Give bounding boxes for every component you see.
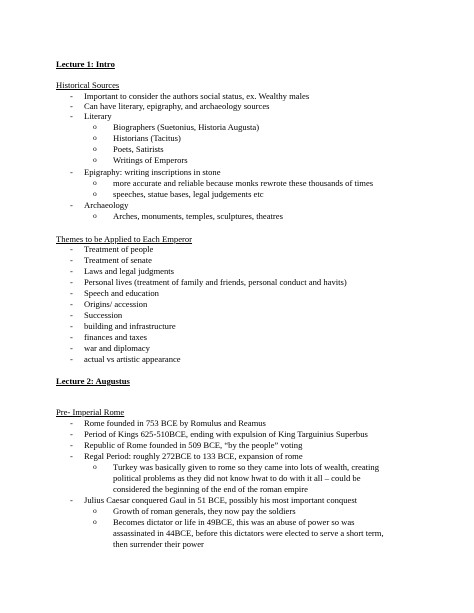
dash-bullet: - [70, 200, 73, 210]
circle-bullet: o [93, 155, 97, 164]
circle-bullet: o [93, 517, 97, 526]
list-item: Archaeology [84, 200, 129, 210]
sub-list-item-continuation: assassinated in 44BCE, before this dictators were elected to serve a short term, [113, 528, 384, 538]
list-item: Important to consider the authors social status, ex. Wealthy males [84, 91, 310, 101]
circle-bullet: o [93, 122, 97, 131]
sub-list-item: Turkey was basically given to rome so they came into lots of wealth, creating [113, 462, 380, 472]
list-item: Rome founded in 753 BCE by Romulus and Reamus [84, 418, 266, 428]
historical-sources-heading: Historical Sources [56, 80, 120, 90]
dash-bullet: - [70, 310, 73, 320]
sub-list-item: Biographers (Suetonius, Historia Augusta) [113, 122, 260, 132]
sub-list-item: Becomes dictator or life in 49BCE, this was an abuse of power so was [113, 517, 355, 527]
lecture-1-title: Lecture 1: Intro [56, 59, 115, 69]
dash-bullet: - [70, 451, 73, 461]
list-item: Epigraphy: writing inscriptions in stone [84, 167, 221, 177]
dash-bullet: - [70, 111, 73, 121]
circle-bullet: o [93, 133, 97, 142]
list-item: Treatment of senate [84, 255, 152, 265]
sub-list-item-continuation: then surrender their power [113, 539, 204, 549]
sub-list-item-continuation: political problems as they did not know hwat to do with it all – could be [113, 473, 361, 483]
list-item: Treatment of people [84, 244, 154, 254]
list-item: finances and taxes [84, 332, 147, 342]
dash-bullet: - [70, 244, 73, 254]
circle-bullet: o [93, 211, 97, 220]
dash-bullet: - [70, 332, 73, 342]
dash-bullet: - [70, 266, 73, 276]
list-item: Laws and legal judgments [84, 266, 174, 276]
dash-bullet: - [70, 354, 73, 364]
dash-bullet: - [70, 440, 73, 450]
sub-list-item: Poets, Satirists [113, 144, 164, 154]
dash-bullet: - [70, 299, 73, 309]
circle-bullet: o [93, 178, 97, 187]
circle-bullet: o [93, 462, 97, 471]
dash-bullet: - [70, 288, 73, 298]
list-item: Julius Caesar conquered Gaul in 51 BCE, possibly his most important conquest [84, 495, 358, 505]
dash-bullet: - [70, 255, 73, 265]
circle-bullet: o [93, 189, 97, 198]
sub-list-item: speeches, statue bases, legal judgements etc [113, 189, 264, 199]
dash-bullet: - [70, 429, 73, 439]
list-item: Speech and education [84, 288, 159, 298]
list-item: Literary [84, 111, 112, 121]
sub-list-item: Arches, monuments, temples, sculptures, theatres [113, 211, 283, 221]
list-item: Can have literary, epigraphy, and archaeology sources [84, 101, 270, 111]
sub-list-item: Writings of Emperors [113, 155, 188, 165]
list-item: Personal lives (treatment of family and friends, personal conduct and havits) [84, 277, 347, 287]
circle-bullet: o [93, 506, 97, 515]
list-item: war and diplomacy [84, 343, 150, 353]
lecture-2-title: Lecture 2: Augustus [56, 376, 130, 386]
dash-bullet: - [70, 167, 73, 177]
dash-bullet: - [70, 321, 73, 331]
themes-heading: Themes to be Applied to Each Emperor [56, 234, 193, 244]
list-item: Succession [84, 310, 123, 320]
list-item: Regal Period: roughly 272BCE to 133 BCE, expansion of rome [84, 451, 303, 461]
list-item: Origins/ accession [84, 299, 148, 309]
list-item: Period of Kings 625-510BCE, ending with expulsion of King Targuinius Superbus [84, 429, 368, 439]
sub-list-item: Growth of roman generals, they now pay the soldiers [113, 506, 296, 516]
list-item: Republic of Rome founded in 509 BCE, “by the people” voting [84, 440, 303, 450]
sub-list-item: Historians (Tacitus) [113, 133, 181, 143]
dash-bullet: - [70, 343, 73, 353]
dash-bullet: - [70, 277, 73, 287]
sub-list-item: more accurate and reliable because monks rewrote these thousands of times [113, 178, 374, 188]
sub-list-item-continuation: considered the beginning of the end of the roman empire [113, 484, 308, 494]
pre-imperial-heading: Pre- Imperial Rome [56, 407, 125, 417]
circle-bullet: o [93, 144, 97, 153]
list-item: building and infrastructure [84, 321, 176, 331]
dash-bullet: - [70, 495, 73, 505]
dash-bullet: - [70, 418, 73, 428]
dash-bullet: - [70, 91, 73, 101]
dash-bullet: - [70, 101, 73, 111]
list-item: actual vs artistic appearance [84, 354, 181, 364]
